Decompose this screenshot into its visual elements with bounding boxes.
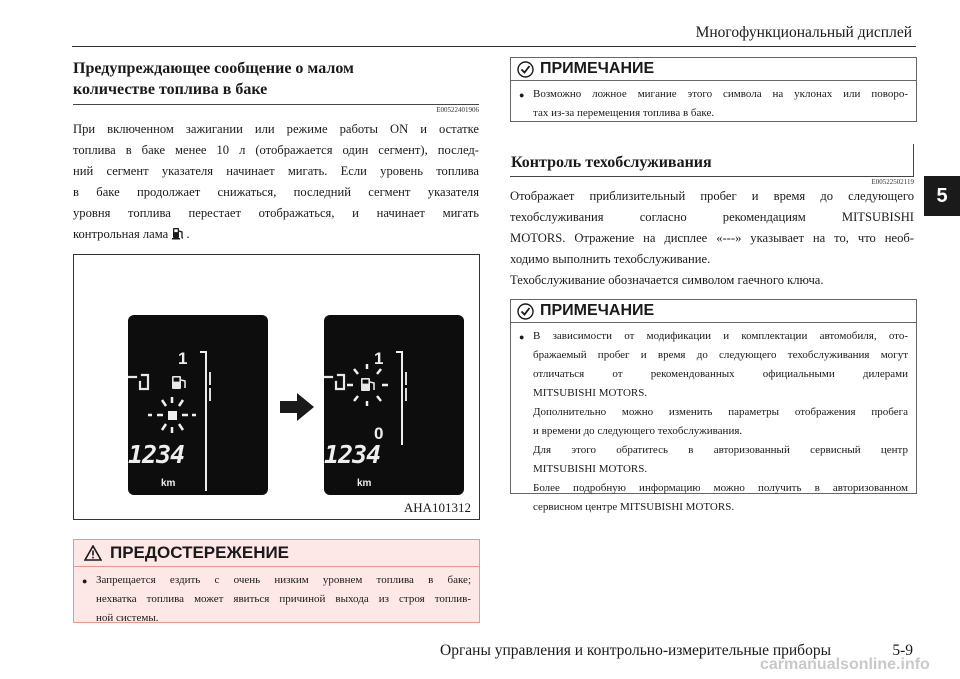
warning-title: ПРЕДОСТЕРЕЖЕНИЕ (110, 543, 290, 562)
service-line: MOTORS. Отражение на дисплее «---» указывает на то, что необ- (510, 231, 914, 245)
odometer-unit: km (357, 478, 372, 489)
meter-display-left (128, 315, 268, 495)
meter-panel-right (324, 315, 464, 495)
note-header (511, 300, 916, 323)
note-body (511, 81, 916, 129)
service-section-title: Контроль техобслуживания (511, 154, 712, 171)
meter-display-right (324, 315, 464, 495)
warning-header (74, 540, 479, 567)
gauge-top-label: 1 (374, 349, 384, 368)
odometer-value: 1234 (324, 440, 381, 469)
service-line: Техобслуживание обозначается символом гаечного ключа. (510, 273, 824, 287)
note-box-2 (510, 299, 917, 513)
warning-item: ● Запрещается ездить с очень низким уровнем топлива в баке; нехватка топлива может явиться причиной выхода из строя топлив- ной системы. (82, 571, 471, 628)
bullet-icon: ● (519, 332, 525, 342)
fuel-lamp-icon (171, 226, 186, 240)
odometer-unit: km (161, 478, 176, 489)
note-item: ● В зависимости от модификации и комплектации автомобиля, ото- бражаемый пробег и время до следующего техобслуживания могут отличаться от рекомендованных официальными дилерами MITSUBISHI MOTORS. Дополнительно можно изменить параметры отображения пробега и времени до следующего техобслуживания. Для этого обратитесь в авторизованный сервисный центр MITSUBISHI MOTORS. Более подробную информацию можно получить в авторизованном сервисном центре MITSUBISHI MOTORS. (519, 327, 908, 517)
service-line: техобслуживания согласно рекомендациям MITSUBISHI (510, 210, 914, 224)
warning-box (73, 539, 480, 623)
note-item: ● Возможно ложное мигание этого символа на уклонах или поворо- тах из-за перемещения топлива в баке. (519, 85, 908, 123)
service-line: Отображает приблизительный пробег и время до следующего (510, 189, 914, 203)
fuel-figure (73, 254, 480, 520)
page-number: 5-9 (892, 642, 913, 659)
figure-caption: AHA101312 (403, 500, 471, 515)
service-section-code: E00522502119 (871, 178, 914, 186)
fuel-section-title: Предупреждающее сообщение о малом количестве топлива в баке (73, 60, 354, 98)
chapter-tab[interactable]: 5 (924, 176, 960, 216)
fuel-line: При включенном зажигании или режиме работы ON и остатке (73, 122, 479, 136)
service-title-rule-vertical (913, 144, 914, 176)
watermark: carmanualsonline.info (760, 656, 930, 673)
fuel-section-rule (73, 104, 479, 105)
running-title: Многофункциональный дисплей (695, 24, 912, 41)
note-check-icon (517, 303, 534, 320)
header-rule (72, 46, 916, 47)
fuel-section-code: E00522401906 (436, 106, 479, 114)
odometer-value: 1234 (128, 440, 185, 469)
warning-body (74, 567, 479, 634)
gauge-bottom-label: 0 (374, 424, 384, 443)
fuel-pump-icon (172, 376, 185, 389)
fuel-line: уровня топлива перестает отображаться, и начинает мигать (73, 206, 479, 220)
right-arrow-icon (280, 392, 316, 422)
fuel-pump-icon (361, 378, 374, 391)
footer-chapter-title: Органы управления и контрольно-измерительные приборы (440, 642, 831, 659)
fuel-line-last: контрольная лама . (73, 227, 190, 241)
bullet-icon: ● (82, 576, 88, 586)
note-title: ПРИМЕЧАНИЕ (540, 302, 655, 319)
note-body (511, 323, 916, 523)
service-section-rule (510, 176, 914, 177)
service-line: ходимо выполнить техобслуживание. (510, 252, 711, 266)
note-title: ПРИМЕЧАНИЕ (540, 60, 655, 77)
fuel-section-body (73, 119, 479, 245)
note-check-icon (517, 61, 534, 78)
note-header (511, 58, 916, 81)
fuel-line: ний сегмент указателя начинает мигать. Если уровень топлива (73, 164, 479, 178)
fuel-line: топлива в баке менее 10 л (отображается один сегмент), послед- (73, 143, 479, 157)
fuel-line: в баке продолжает снижаться, последний сегмент указателя (73, 185, 479, 199)
warning-triangle-icon (84, 545, 102, 561)
note-box-1 (510, 57, 917, 122)
gauge-top-label: 1 (178, 349, 188, 368)
service-section-body (510, 186, 914, 291)
meter-panel-left (128, 315, 268, 495)
bullet-icon: ● (519, 90, 525, 100)
